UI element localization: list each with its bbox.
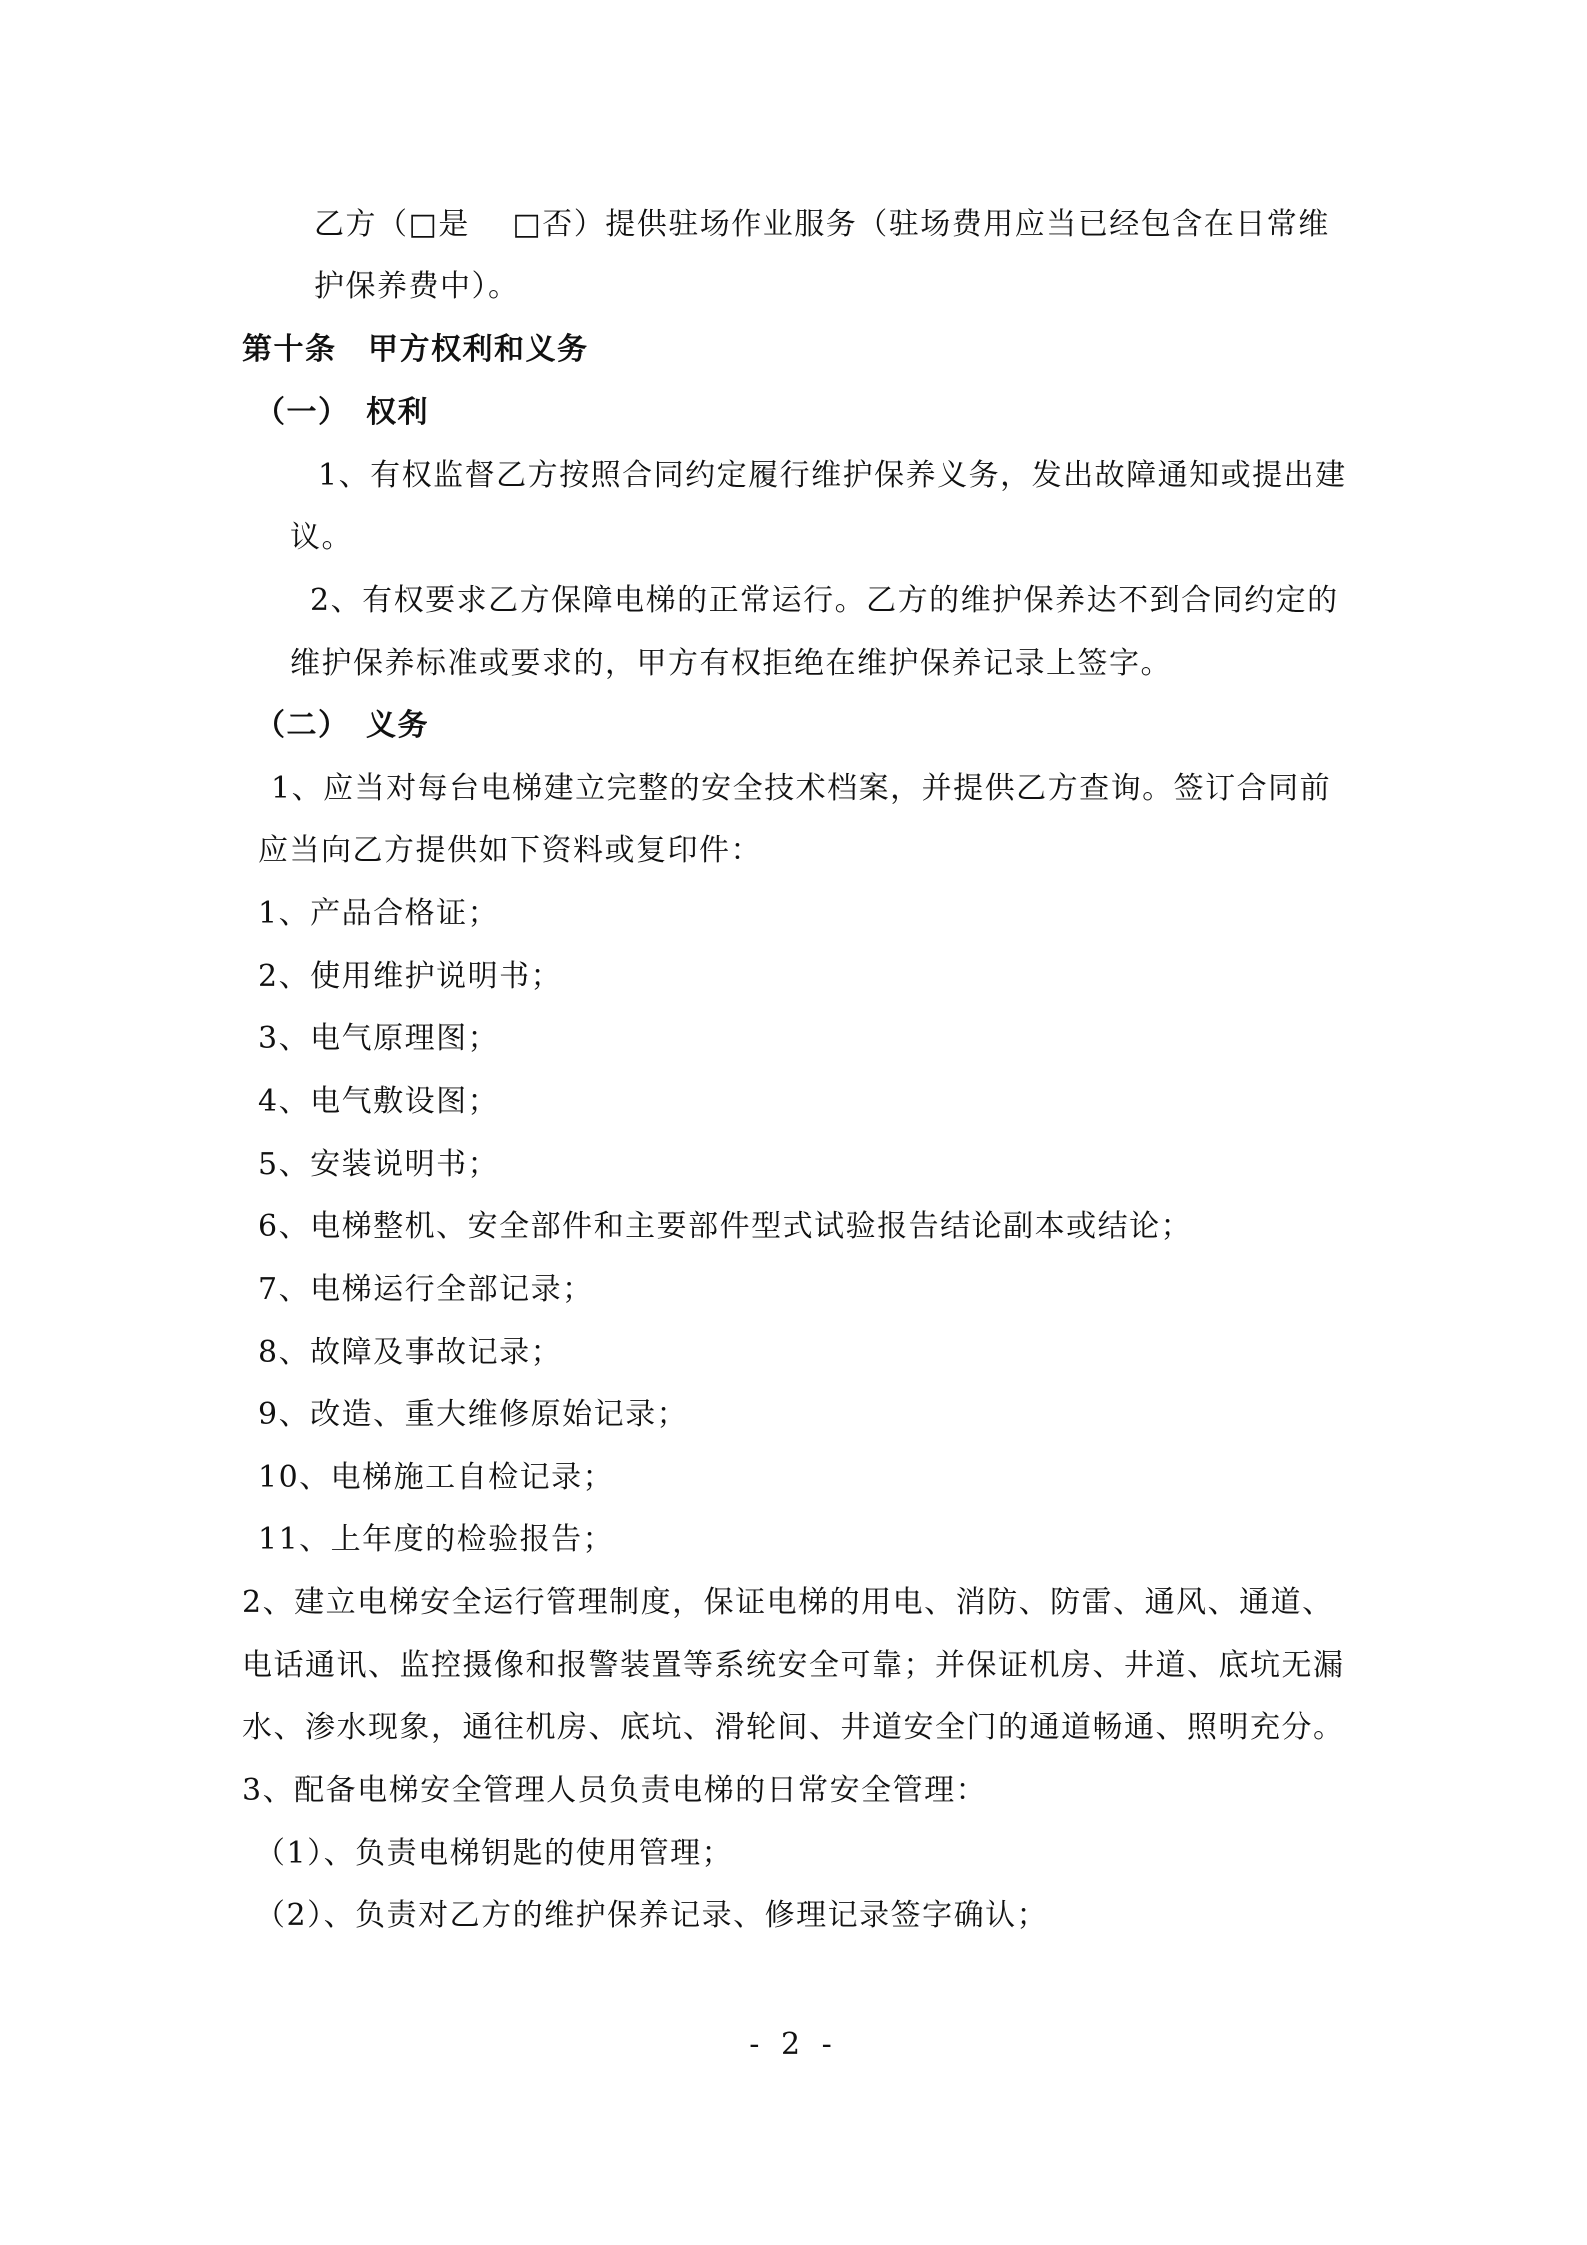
sub-item-2: （2）、负责对乙方的维护保养记录、修理记录签字确认；: [255, 1898, 1049, 1933]
text-line-8: 维护保养标准或要求的，甲方有权拒绝在维护保养记录上签字。: [290, 646, 1172, 681]
list-item-1: 1、产品合格证；: [258, 896, 500, 931]
text-line-6: 议。: [290, 520, 353, 555]
list-item-7: 7、电梯运行全部记录；: [258, 1272, 594, 1307]
list-item-9: 9、改造、重大维修原始记录；: [258, 1397, 689, 1432]
text-line-11: 应当向乙方提供如下资料或复印件：: [258, 833, 762, 868]
text-line-26: 3、配备电梯安全管理人员负责电梯的日常安全管理：: [242, 1773, 988, 1808]
text-line-24: 电话通讯、监控摄像和报警装置等系统安全可靠；并保证机房、井道、底坑无漏: [242, 1648, 1345, 1683]
sub-item-1: （1）、负责电梯钥匙的使用管理；: [255, 1836, 734, 1871]
list-item-10: 10、电梯施工自检记录；: [258, 1460, 615, 1495]
list-item-5: 5、安装说明书；: [258, 1147, 500, 1182]
text-line-5: 1、有权监督乙方按照合同约定履行维护保养义务，发出故障通知或提出建: [318, 458, 1347, 493]
list-item-4: 4、电气敷设图；: [258, 1084, 500, 1119]
article-heading: 第十条 甲方权利和义务: [242, 332, 589, 367]
section-heading-rights: （一） 权利: [255, 395, 429, 430]
list-item-2: 2、使用维护说明书；: [258, 959, 563, 994]
text-line-25: 水、渗水现象，通往机房、底坑、滑轮间、井道安全门的通道畅通、照明充分。: [242, 1710, 1345, 1745]
text-line-10: 1、应当对每台电梯建立完整的安全技术档案，并提供乙方查询。签订合同前: [271, 771, 1332, 806]
text-line-7: 2、有权要求乙方保障电梯的正常运行。乙方的维护保养达不到合同约定的: [310, 583, 1339, 618]
text-line-1: 乙方（□是 □否）提供驻场作业服务（驻场费用应当已经包含在日常维: [314, 207, 1330, 242]
list-item-6: 6、电梯整机、安全部件和主要部件型式试验报告结论副本或结论；: [258, 1209, 1193, 1244]
list-item-11: 11、上年度的检验报告；: [258, 1522, 615, 1557]
text-line-2: 护保养费中）。: [314, 269, 520, 304]
page-number: - 2 -: [749, 2027, 838, 2062]
list-item-3: 3、电气原理图；: [258, 1021, 500, 1056]
text-line-23: 2、建立电梯安全运行管理制度，保证电梯的用电、消防、防雷、通风、通道、: [242, 1585, 1334, 1620]
list-item-8: 8、故障及事故记录；: [258, 1335, 563, 1370]
section-heading-obligations: （二） 义务: [255, 708, 429, 743]
